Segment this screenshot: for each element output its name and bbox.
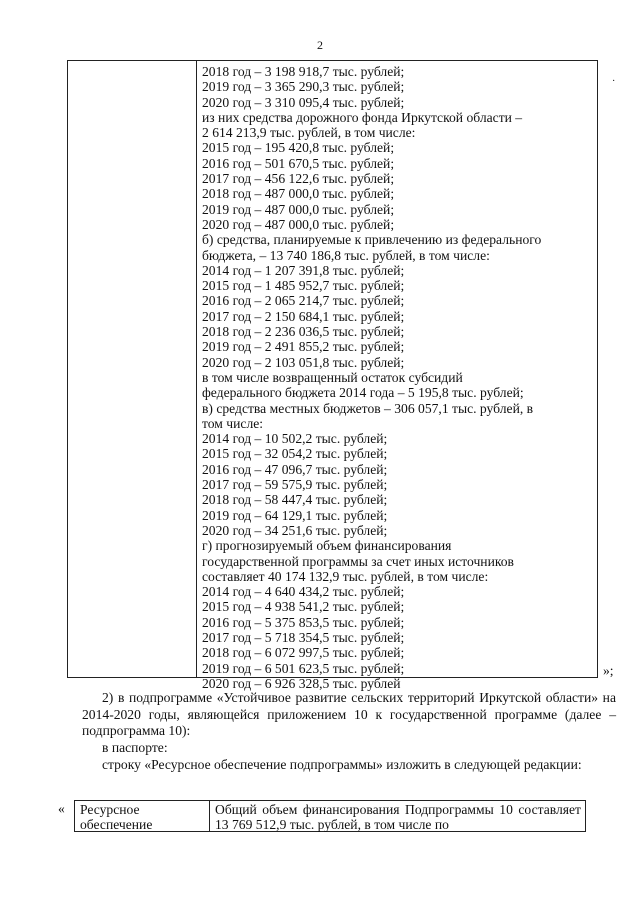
financing-line: 2020 год – 34 251,6 тыс. рублей; (202, 522, 388, 538)
financing-line: 2017 год – 456 122,6 тыс. рублей; (202, 171, 395, 187)
financing-line: федерального бюджета 2014 года – 5 195,8 тыс. рублей; (202, 385, 524, 401)
financing-line: 2017 год – 5 718 354,5 тыс. рублей; (202, 629, 405, 645)
table-column-divider (209, 801, 210, 831)
financing-line: составляет 40 174 132,9 тыс. рублей, в том числе: (202, 568, 489, 584)
financing-line: 2018 год – 3 198 918,7 тыс. рублей; (202, 64, 405, 79)
financing-line: в том числе возвращенный остаток субсидий (202, 369, 463, 385)
margin-dot: · (612, 76, 616, 87)
table-column-divider (196, 61, 197, 677)
financing-line: 2014 год – 4 640 434,2 тыс. рублей; (202, 584, 405, 600)
financing-line: 2019 год – 64 129,1 тыс. рублей; (202, 507, 388, 523)
financing-line: г) прогнозируемый объем финансирования (202, 538, 452, 554)
financing-line: в) средства местных бюджетов – 306 057,1 тыс. рублей, в (202, 400, 534, 416)
financing-line: б) средства, планируемые к привлечению из федерального (202, 232, 542, 248)
financing-line: из них средства дорожного фонда Иркутской области – (202, 109, 523, 125)
financing-line: 2014 год – 10 502,2 тыс. рублей; (202, 431, 388, 447)
page-number: 2 (317, 38, 323, 52)
opening-quote: « (58, 801, 65, 816)
financing-line: 2017 год – 2 150 684,1 тыс. рублей; (202, 308, 405, 324)
financing-line: 2018 год – 2 236 036,5 тыс. рублей; (202, 324, 405, 340)
resource-table (74, 800, 586, 832)
financing-cell (202, 64, 594, 691)
financing-line: 2020 год – 2 103 051,8 тыс. рублей; (202, 354, 405, 370)
financing-line: 2015 год – 32 054,2 тыс. рублей; (202, 446, 388, 462)
financing-line: 2015 год – 195 420,8 тыс. рублей; (202, 140, 395, 156)
financing-line: 2018 год – 487 000,0 тыс. рублей; (202, 186, 395, 202)
financing-line: 2016 год – 5 375 853,5 тыс. рублей; (202, 614, 405, 630)
financing-table (67, 60, 598, 691)
financing-line: 2016 год – 501 670,5 тыс. рублей; (202, 155, 395, 171)
paragraph-passport: в паспорте: (102, 740, 168, 755)
financing-line: 2020 год – 6 926 328,5 тыс. рублей (202, 675, 401, 691)
financing-line: государственной программы за счет иных источников (202, 553, 514, 569)
financing-line: 2 614 213,9 тыс. рублей, в том числе: (202, 125, 416, 141)
financing-line: 2015 год – 1 485 952,7 тыс. рублей; (202, 278, 405, 294)
paragraph-subprogram-10: 2) в подпрограмме «Устойчивое развитие сельских территорий Иркутской области» на 2014-2020 годы, являющейся приложением 10 к государственной программе (далее – подпрограмма 10): (82, 690, 616, 738)
financing-line: 2016 год – 2 065 214,7 тыс. рублей; (202, 293, 405, 309)
financing-line: 2018 год – 6 072 997,5 тыс. рублей; (202, 645, 405, 661)
financing-line: 2017 год – 59 575,9 тыс. рублей; (202, 477, 388, 493)
financing-line: 2019 год – 6 501 623,5 тыс. рублей; (202, 660, 405, 676)
financing-line: 2019 год – 3 365 290,3 тыс. рублей; (202, 79, 405, 95)
financing-line: 2019 год – 487 000,0 тыс. рублей; (202, 201, 395, 217)
resource-value: Общий объем финансирования Подпрограммы 10 составляет 13 769 512,9 тыс. рублей, в том числе по (215, 802, 581, 832)
resource-label: Ресурсное обеспечение (80, 802, 153, 832)
financing-line: бюджета, – 13 740 186,8 тыс. рублей, в том числе: (202, 247, 490, 263)
financing-line: 2014 год – 1 207 391,8 тыс. рублей; (202, 262, 405, 278)
paragraph-resource-row: строку «Ресурсное обеспечение подпрограммы» изложить в следующей редакции: (102, 757, 582, 772)
closing-quote: »; (603, 663, 614, 678)
financing-line: 2016 год – 47 096,7 тыс. рублей; (202, 461, 388, 477)
financing-line: том числе: (202, 415, 264, 431)
financing-line: 2015 год – 4 938 541,2 тыс. рублей; (202, 599, 405, 615)
financing-line: 2020 год – 487 000,0 тыс. рублей; (202, 216, 395, 232)
financing-line: 2020 год – 3 310 095,4 тыс. рублей; (202, 94, 405, 110)
financing-line: 2019 год – 2 491 855,2 тыс. рублей; (202, 339, 405, 355)
financing-line: 2018 год – 58 447,4 тыс. рублей; (202, 492, 388, 508)
